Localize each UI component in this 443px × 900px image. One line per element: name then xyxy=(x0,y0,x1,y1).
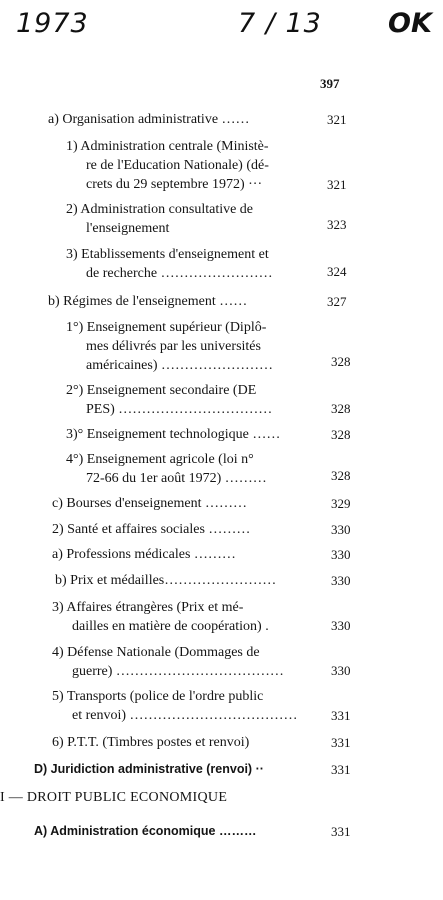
toc-entry-page: 328 xyxy=(331,401,351,416)
toc-entry-line: 1) Administration centrale (Ministè- xyxy=(66,139,269,154)
toc-entry-line: mes délivrés par les universités xyxy=(86,339,261,354)
toc-entry-line: a) Professions médicales ……… xyxy=(52,547,236,562)
toc-entry-line: 2°) Enseignement secondaire (DE xyxy=(66,383,257,398)
toc-entry-page: 331 xyxy=(331,824,351,839)
toc-entry-line: 2) Santé et affaires sociales ……… xyxy=(52,522,251,537)
toc-entry-line: l'enseignement xyxy=(86,221,170,236)
toc-entry-line: b) Prix et médailles…………………… xyxy=(55,573,277,588)
toc-entry-line: b) Régimes de l'enseignement …… xyxy=(48,294,248,309)
toc-entry-line: américaines) …………………… xyxy=(86,358,274,373)
toc-entry-line: 5) Transports (police de l'ordre public xyxy=(52,689,264,704)
toc-entry-line: et renvoi) ……………………………… xyxy=(72,708,298,723)
toc-entry-line: re de l'Education Nationale) (dé- xyxy=(86,158,269,173)
page-number: 397 xyxy=(320,76,340,91)
toc-entry-line: dailles en matière de coopération) . xyxy=(72,619,269,634)
toc-entry-line: guerre) ……………………………… xyxy=(72,664,284,679)
toc-entry-page: 327 xyxy=(327,294,347,309)
toc-entry-page: 328 xyxy=(331,468,351,483)
toc-entry-page: 330 xyxy=(331,663,351,678)
toc-entry-page: 324 xyxy=(327,264,347,279)
toc-entry-page: 330 xyxy=(331,573,351,588)
section-heading: I — DROIT PUBLIC ECONOMIQUE xyxy=(0,790,228,805)
toc-entry-line: de recherche …………………… xyxy=(86,266,273,281)
toc-entry-page: 331 xyxy=(331,762,351,777)
toc-entry-line: crets du 29 septembre 1972) ··· xyxy=(86,177,263,192)
toc-entry-page: 330 xyxy=(331,547,351,562)
toc-entry-page: 331 xyxy=(331,735,351,750)
toc-entry-line: 3) Etablissements d'enseignement et xyxy=(66,247,269,262)
toc-entry-line: 4°) Enseignement agricole (loi n° xyxy=(66,452,254,467)
handwritten-ok-mark: OK xyxy=(388,8,432,39)
toc-entry-line: 4) Défense Nationale (Dommages de xyxy=(52,645,260,660)
toc-entry-page: 328 xyxy=(331,427,351,442)
toc-entry-line: 1°) Enseignement supérieur (Diplô- xyxy=(66,320,267,335)
toc-entry-line: 6) P.T.T. (Timbres postes et renvoi) xyxy=(52,735,250,750)
toc-entry-line: PES) …………………………… xyxy=(86,402,273,417)
toc-entry-page: 321 xyxy=(327,112,347,127)
toc-entry-page: 321 xyxy=(327,177,347,192)
toc-entry-page: 331 xyxy=(331,708,351,723)
toc-entry-line: 72-66 du 1er août 1972) ……… xyxy=(86,471,267,486)
toc-entry-page: 330 xyxy=(331,618,351,633)
toc-entry-line: a) Organisation administrative …… xyxy=(48,112,250,127)
handwritten-page-range: 7 / 13 xyxy=(238,8,322,39)
toc-entry-line: c) Bourses d'enseignement ……… xyxy=(52,496,247,511)
toc-entry-page: 323 xyxy=(327,217,347,232)
toc-entry-line: 3) Affaires étrangères (Prix et mé- xyxy=(52,600,244,615)
toc-entry-line: A) Administration économique ……… xyxy=(34,824,257,838)
toc-entry-page: 329 xyxy=(331,496,351,511)
toc-entry-line: D) Juridiction administrative (renvoi) ·· xyxy=(34,762,264,776)
toc-entry-page: 330 xyxy=(331,522,351,537)
toc-entry-line: 3)° Enseignement technologique …… xyxy=(66,427,281,442)
toc-entry-line: 2) Administration consultative de xyxy=(66,202,254,217)
handwritten-year: 1973 xyxy=(16,8,89,39)
toc-entry-page: 328 xyxy=(331,354,351,369)
